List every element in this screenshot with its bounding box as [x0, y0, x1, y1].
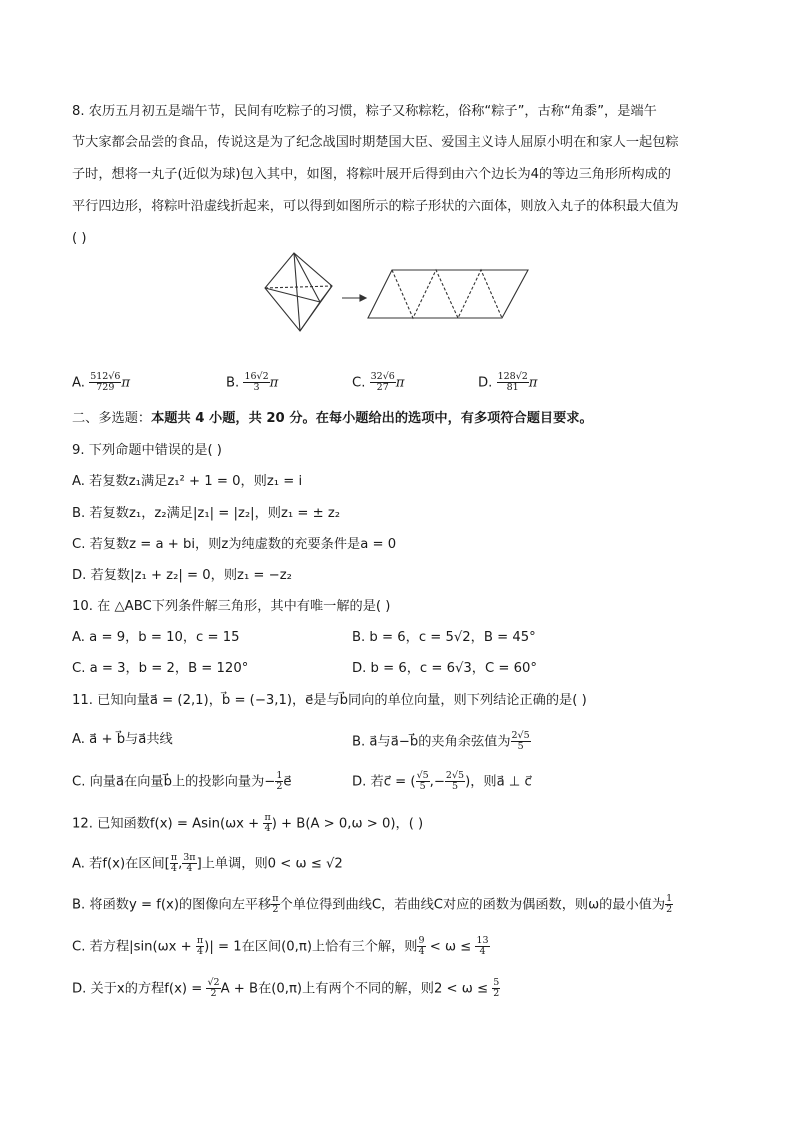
- q8-line4: 平行四边形，将粽叶沿虚线折起来，可以得到如图所示的粽子形状的六面体，则放入丸子的体积最大值为: [72, 199, 679, 214]
- parallelogram-net: [368, 270, 528, 318]
- q8-line3: 子时，想将一丸子(近似为球)包入其中，如图，将粽叶展开后得到由六个边长为4的等边三角形所构成的: [72, 167, 671, 182]
- q8-option-a: A. $\frac{512√6}{729}$ π: [72, 371, 131, 393]
- q10-option-c: C. a = 3，b = 2，B = 120°: [72, 661, 249, 676]
- q10-option-b: B. b = 6，c = 5√2，B = 45°: [352, 630, 536, 645]
- q11-option-a: A. a⃗ + b⃗与a⃗共线: [72, 732, 173, 747]
- q9-option-c: C. 若复数z = a + bi，则z为纯虚数的充要条件是a = 0: [72, 537, 397, 552]
- q9-option-a: A. 若复数z₁满足z₁² + 1 = 0，则z₁ = i: [72, 474, 303, 489]
- q8-line1: 8. 农历五月初五是端午节，民间有吃粽子的习惯，粽子又称粽籺，俗称“粽子”，古称“角黍”，是端午: [72, 104, 657, 119]
- q12-option-a: A. 若f(x)在区间[ $\frac{\pi}{4}$ , $\frac{3\pi}{4}$ ]上单调，则0 < ω ≤ √2: [72, 852, 343, 874]
- q10-option-a: A. a = 9，b = 10，c = 15: [72, 630, 240, 645]
- q12-option-d: D. 关于x的方程f(x) = $\frac{√2}{2}$ A + B在(0,π)上有两个不同的解，则2 < ω ≤ $\frac{5}{2}$: [72, 977, 500, 999]
- q10-stem: 10. 在 △ABC下列条件解三角形，其中有唯一解的是( ): [72, 599, 391, 614]
- arrow-icon: [342, 295, 366, 301]
- q8-option-c: C. $\frac{32√6}{27}$ π: [352, 371, 405, 393]
- q12-option-c: C. 若方程|sin(ωx + $\frac{\pi}{4}$ )| = 1在区间(0,π)上恰有三个解，则 $\frac{9}{4}$ < ω ≤ $\frac{13}{4}$: [72, 935, 489, 957]
- q11-stem: 11. 已知向量a⃗ = (2,1)，b⃗ = (−3,1)，e⃗是与b⃗同向的单位向量，则下列结论正确的是( ): [72, 693, 587, 708]
- section-heading: 二、多选题：本题共 4 小题，共 20 分。在每小题给出的选项中，有多项符合题目要求。: [72, 411, 593, 426]
- q8-line5: ( ): [72, 231, 87, 246]
- q11-option-b: B. a⃗与a⃗−b⃗的夹角余弦值为 $\frac{2√5}{5}$: [352, 730, 530, 752]
- q9-option-b: B. 若复数z₁，z₂满足|z₁| = |z₂|，则z₁ = ± z₂: [72, 506, 341, 521]
- q12-stem: 12. 已知函数f(x) = Asin(ωx + $\frac{\pi}{4}$ ) + B(A > 0,ω > 0)，( ): [72, 812, 424, 834]
- q11-option-d: D. 若c⃗ = ( $\frac{√5}{5}$ ,− $\frac{2√5}{5}$ )，则a⃗ ⊥ c⃗: [352, 770, 532, 792]
- q12-option-b: B. 将函数y = f(x)的图像向左平移 $\frac{\pi}{2}$ 个单位得到曲线C，若曲线C对应的函数为偶函数，则ω的最小值为 $\frac{1}{2}$: [72, 893, 673, 915]
- hexahedron-drawing: [265, 253, 332, 331]
- q10-option-d: D. b = 6，c = 6√3，C = 60°: [352, 661, 537, 676]
- q9-option-d: D. 若复数|z₁ + z₂| = 0，则z₁ = −z₂: [72, 568, 292, 583]
- q8-option-b: B. $\frac{16√2}{3}$ π: [226, 371, 279, 393]
- q8-option-d: D. $\frac{128√2}{81}$ π: [478, 371, 538, 393]
- zongzi-figure: [262, 250, 534, 340]
- q9-stem: 9. 下列命题中错误的是( ): [72, 443, 222, 458]
- q8-line2: 节大家都会品尝的食品，传说这是为了纪念战国时期楚国大臣、爱国主义诗人屈原小明在和家人一起包粽: [72, 135, 679, 150]
- q11-option-c: C. 向量a⃗在向量b⃗上的投影向量为− $\frac{1}{2}$ e⃗: [72, 770, 292, 792]
